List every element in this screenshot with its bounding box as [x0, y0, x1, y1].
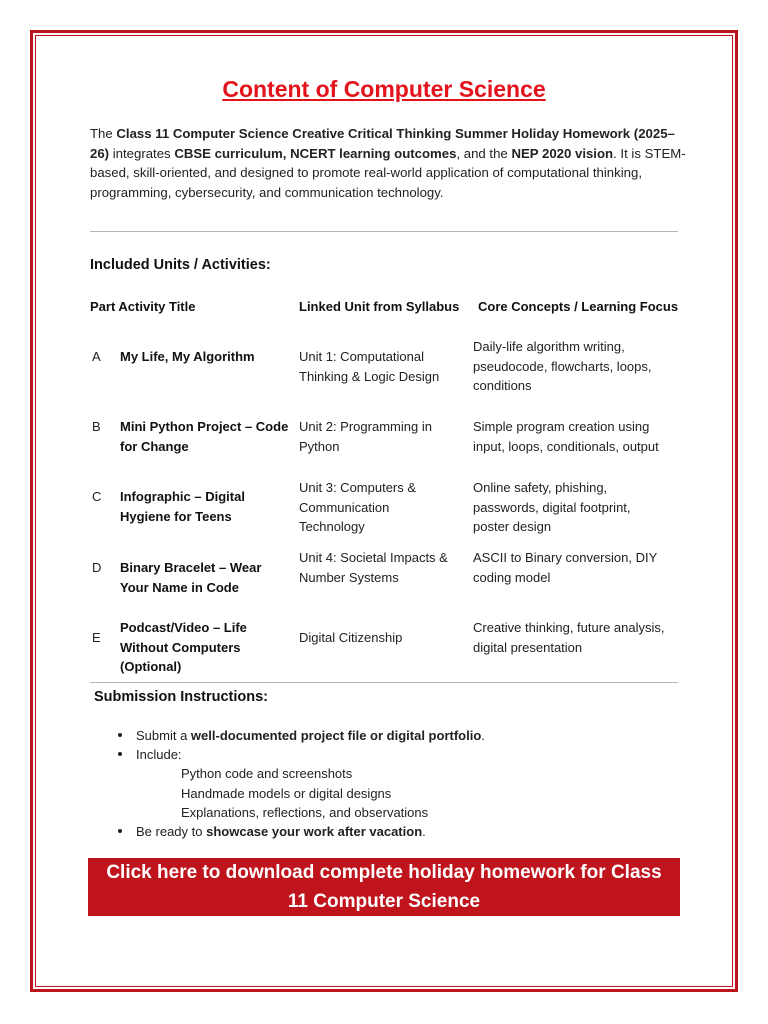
row-activity: Mini Python Project – Code for Change	[120, 419, 289, 454]
page-title: Content of Computer Science	[222, 76, 546, 102]
row-part: C	[92, 489, 102, 504]
list-item	[118, 822, 485, 841]
row-part: B	[92, 419, 101, 434]
row-part: E	[92, 630, 101, 645]
units-heading: Included Units / Activities:	[90, 257, 271, 273]
row-unit: Unit 3: Computers & Communication Technology	[299, 480, 417, 534]
row-concepts: Daily-life algorithm writing, pseudocode, flowcharts, loops, conditions	[473, 339, 652, 393]
header-linked-unit: Linked Unit from Syllabus	[299, 299, 460, 314]
list-item	[118, 726, 485, 745]
row-concepts: Creative thinking, future analysis, digital presentation	[473, 620, 665, 655]
intro-text-1: The	[90, 126, 117, 141]
intro-bold-3: NEP 2020 vision	[511, 145, 614, 161]
row-activity: Podcast/Video – Life Without Computers (Optional)	[120, 620, 247, 674]
intro-text-4: . It is STEM-based, skill-oriented, and designed to promote real-world application of computational thinking, programming, cybersecurity, and communication technology.	[90, 145, 686, 200]
row-part: A	[92, 349, 101, 364]
banner-line-2: 11 Computer Science	[287, 891, 481, 912]
row-activity: Infographic – Digital Hygiene for Teens	[120, 489, 245, 524]
sub-list-item: Handmade models or digital designs	[181, 785, 392, 801]
row-unit: Unit 2: Programming in Python	[299, 419, 432, 454]
divider-top	[90, 231, 678, 232]
row-activity: Binary Bracelet – Wear Your Name in Code	[120, 560, 262, 595]
row-concepts: ASCII to Binary conversion, DIY coding model	[473, 550, 658, 585]
divider-bottom	[90, 682, 678, 683]
row-unit: Digital Citizenship	[299, 630, 403, 645]
item-text: Be ready to	[136, 824, 207, 840]
intro-bold-1: Class 11 Computer Science Creative Critical Thinking Summer Holiday Homework (2025–26)	[90, 126, 675, 161]
row-activity: My Life, My Algorithm	[120, 349, 255, 364]
item-bold-text: showcase your work after vacation	[206, 824, 423, 840]
row-concepts: Simple program creation using input, loops, conditionals, output	[473, 419, 659, 454]
intro-paragraph	[90, 124, 690, 202]
sub-list-item: Python code and screenshots	[181, 766, 353, 782]
item-text: .	[481, 728, 485, 743]
download-banner-link[interactable]	[88, 858, 680, 916]
item-text: Include:	[136, 747, 182, 763]
row-unit: Unit 1: Computational Thinking & Logic Design	[299, 349, 440, 384]
row-unit: Unit 4: Societal Impacts & Number Systems	[299, 550, 448, 585]
item-text: Submit a	[136, 728, 191, 743]
sub-list-item: Explanations, reflections, and observations	[181, 804, 429, 820]
intro-text-2: integrates	[109, 145, 175, 161]
list-item	[118, 745, 485, 764]
item-bold-text: well-documented project file or digital portfolio	[190, 728, 482, 743]
row-part: D	[92, 560, 102, 575]
row-concepts: Online safety, phishing, passwords, digital footprint, poster design	[473, 480, 631, 534]
intro-text-3: , and the	[456, 145, 512, 161]
item-text: .	[422, 824, 426, 840]
submission-heading: Submission Instructions:	[94, 689, 269, 705]
header-part-activity: Part Activity Title	[90, 299, 196, 314]
submission-list	[118, 726, 485, 841]
intro-bold-2: CBSE curriculum, NCERT learning outcomes	[174, 145, 457, 161]
banner-line-1: Click here to download complete holiday homework for Class	[106, 862, 662, 883]
header-core-concepts: Core Concepts / Learning Focus	[478, 299, 679, 314]
